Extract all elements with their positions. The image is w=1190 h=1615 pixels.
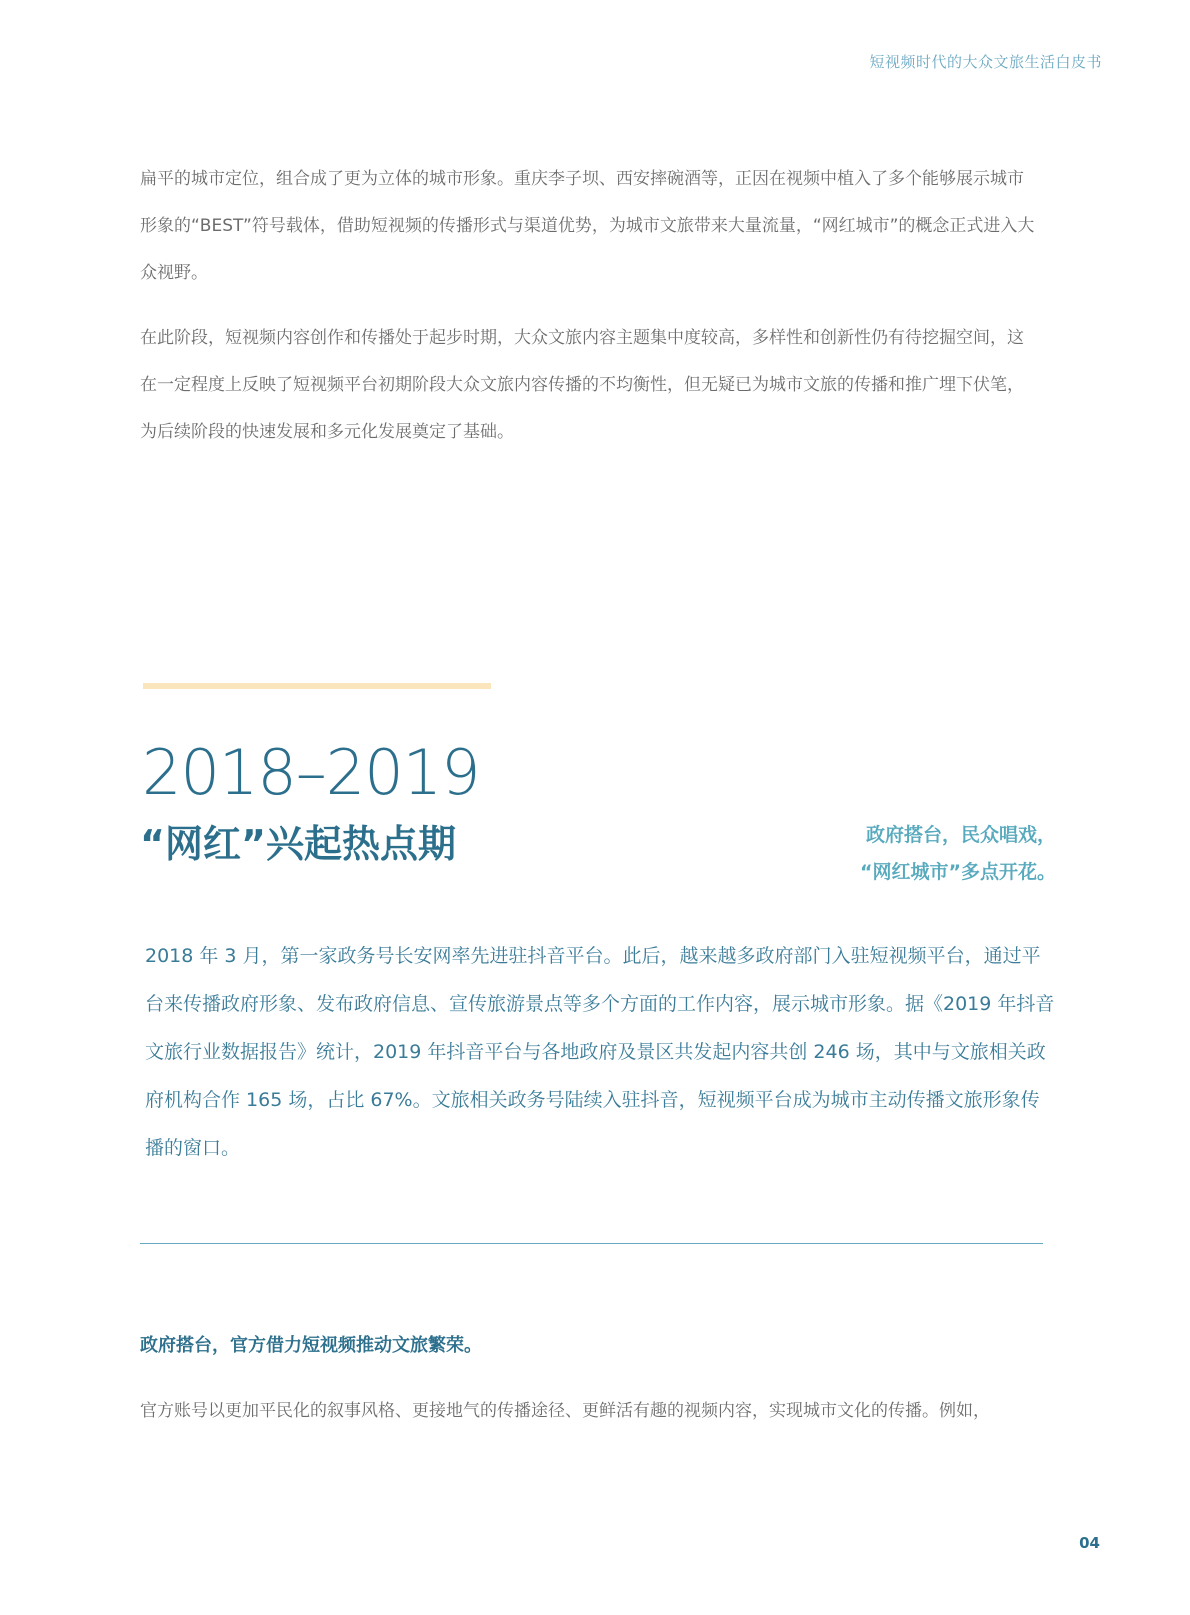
intro-paragraph-2-text: 在此阶段，短视频内容创作和传播处于起步时期，大众文旅内容主题集中度较高，多样性和创新性仍有待挖掘空间，这在一定程度上反映了短视频平台初期阶段大众文旅内容传播的不均衡性，但无疑已为城市文旅的传播和推广埋下伏笔，为后续阶段的快速发展和多元化发展奠定了基础。 (140, 328, 1024, 442)
section-accent-bar (143, 683, 491, 689)
section-year-range: 2018–2019 (142, 736, 480, 809)
section-body-paragraph: 2018 年 3 月，第一家政务号长安网率先进驻抖音平台。此后，越来越多政府部门入驻短视频平台，通过平台来传播政府形象、发布政府信息、宣传旅游景点等多个方面的工作内容，展示城市形象。据《2019 年抖音文旅行业数据报告》统计，2019 年抖音平台与各地政府及景区共发起内容共创 246 场，其中与文旅相关政府机构合作 165 场，占比 67%。文旅相关政务号陆续入驻抖音，短视频平台成为城市主动传播文旅形象传播的窗口。 (145, 945, 1055, 1159)
subsection-body-paragraph: 官方账号以更加平民化的叙事风格、更接地气的传播途径、更鲜活有趣的视频内容，实现城市文化的传播。例如， (140, 1401, 990, 1421)
page-number: 04 (1079, 1534, 1100, 1552)
intro-paragraph-1 (140, 156, 1040, 297)
pullquote-line-2: “网红城市”多点开花。 (860, 861, 1056, 883)
subsection-heading: 政府搭台，官方借力短视频推动文旅繁荣。 (140, 1335, 482, 1356)
document-running-title: 短视频时代的大众文旅生活白皮书 (869, 53, 1102, 71)
intro-paragraph-2 (140, 315, 1040, 456)
intro-paragraph-1-text: 扁平的城市定位，组合成了更为立体的城市形象。重庆李子坝、西安摔碗酒等，正因在视频中植入了多个能够展示城市形象的“BEST”符号载体，借助短视频的传播形式与渠道优势，为城市文旅带来大量流量，“网红城市”的概念正式进入大众视野。 (140, 169, 1035, 283)
section-divider (140, 1243, 1043, 1244)
section-pullquote (860, 817, 1056, 891)
section-heading: “网红”兴起热点期 (140, 822, 456, 866)
pullquote-line-1: 政府搭台，民众唱戏， (865, 824, 1056, 846)
